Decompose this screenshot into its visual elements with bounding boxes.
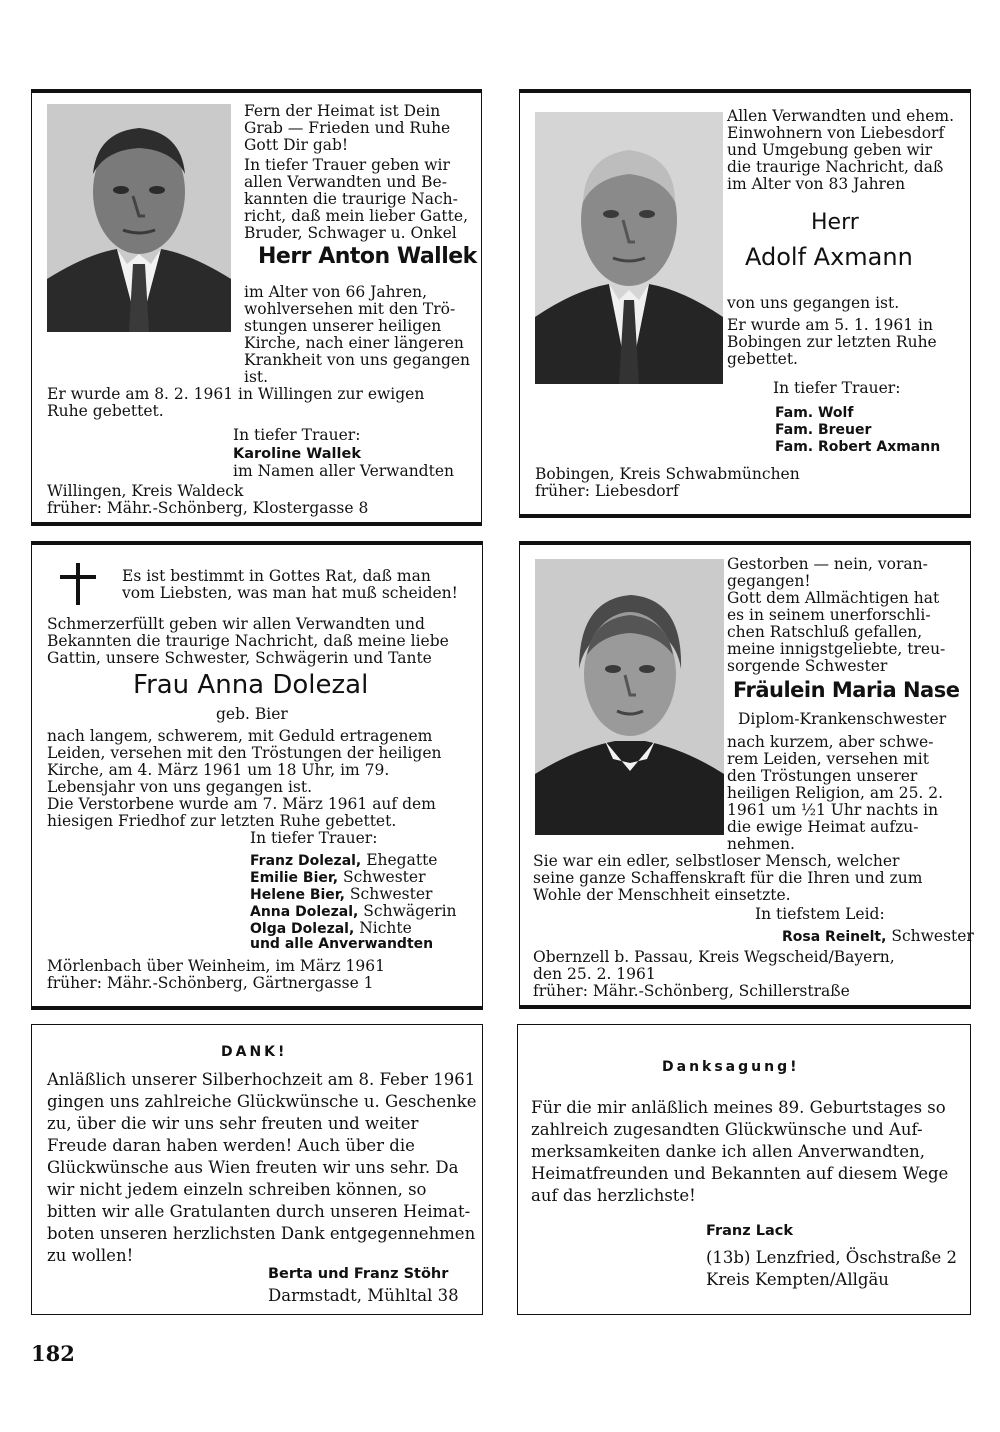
body-line: Krankheit von uns gegangen [244,351,471,369]
mourning-label: In tiefer Trauer: [773,379,901,397]
body-line: rem Leiden, versehen mit [727,750,929,768]
mourner-relation: Schwester [342,868,426,886]
mourner-name: Helene Bier, [250,887,345,903]
mourner-row [250,869,425,887]
mourner-relation: Ehegatte [366,851,438,869]
address-line: früher: Liebesdorf [535,482,679,500]
thanks-line: Für die mir anläßlich meines 89. Geburtstages so [531,1098,946,1117]
mourner-name: Fam. Breuer [775,422,872,438]
mourning-label: In tiefstem Leid: [755,905,885,923]
mourner-name: Fam. Wolf [775,405,854,421]
address-line: früher: Mähr.-Schönberg, Klostergasse 8 [47,499,369,517]
thanks-signature: Franz Lack [706,1223,793,1239]
intro-line: Schmerzerfüllt geben wir allen Verwandten und [47,615,425,633]
body-line: nach kurzem, aber schwe- [727,733,934,751]
body-line: nach langem, schwerem, mit Geduld ertragenem [47,727,433,745]
intro-line: Allen Verwandten und ehem. [727,107,955,125]
mourner-name: Anna Dolezal, [250,904,359,920]
mourner-row [250,886,432,904]
thanks-heading: DANK! [221,1044,288,1060]
body-line: von uns gegangen ist. [727,294,900,312]
deceased-name: Fräulein Maria Nase [733,678,960,702]
body-line: hiesigen Friedhof zur letzten Ruhe gebettet. [47,812,397,830]
intro-line: allen Verwandten und Be- [244,173,447,191]
thanks-line: bitten wir alle Gratulanten durch unseren Heimat- [47,1202,471,1221]
tribute-line: seine ganze Schaffenskraft für die Ihren und zum [533,869,923,887]
intro-line: meine innigstgeliebte, treu- [727,640,946,658]
thanks-line: zu wollen! [47,1246,134,1265]
portrait-photo-wallek [47,104,231,332]
body-line: heiligen Religion, am 25. 2. [727,784,944,802]
address-line: den 25. 2. 1961 [533,965,656,983]
thanks-line: zahlreich zugesandten Glückwünsche und Auf- [531,1120,923,1139]
intro-line: richt, daß mein lieber Gatte, [244,207,468,225]
body-line: im Alter von 66 Jahren, [244,283,428,301]
thanks-line: Heimatfreunden und Bekannten auf diesem Wege [531,1164,949,1183]
mourner-name: Karoline Wallek [233,446,361,462]
thanks-line: gingen uns zahlreiche Glückwünsche u. Geschenke [47,1092,477,1111]
deceased-name: Frau Anna Dolezal [133,670,369,700]
address-line: Mörlenbach über Weinheim, im März 1961 [47,957,385,975]
tribute-line: Wohle der Menschheit einsetzte. [533,886,791,904]
burial-line: Er wurde am 8. 2. 1961 in Willingen zur ewigen [47,385,425,403]
body-line: Leiden, versehen mit den Tröstungen der heiligen [47,744,442,762]
deceased-name: Herr Anton Wallek [258,244,477,269]
body-line: den Tröstungen unserer [727,767,918,785]
intro-line: Gott Dir gab! [244,136,349,154]
body-line: gebettet. [727,350,798,368]
intro-line: und Umgebung geben wir [727,141,933,159]
intro-line: es in seinem unerforschli- [727,606,931,624]
intro-line: Bekannten die traurige Nachricht, daß meine liebe [47,632,449,650]
mourner-row [250,920,412,938]
burial-line: Ruhe gebettet. [47,402,164,420]
mourner-note: im Namen aller Verwandten [233,462,454,480]
intro-line: gegangen! [727,572,811,590]
mourner-relation: Nichte [359,919,412,937]
thanks-line: boten unseren herzlichsten Dank entgegennehmen [47,1224,476,1243]
thanks-line: merksamkeiten danke ich allen Anverwandten, [531,1142,925,1161]
intro-line: In tiefer Trauer geben wir [244,156,450,174]
body-line: Kirche, nach einer längeren [244,334,464,352]
body-line: 1961 um ½1 Uhr nachts in [727,801,939,819]
body-line: die ewige Heimat aufzu- [727,818,919,836]
thanks-line: Glückwünsche aus Wien freuten wir uns sehr. Da [47,1158,459,1177]
body-line: ist. [244,368,269,386]
address-line: Willingen, Kreis Waldeck [47,482,244,500]
body-line: Die Verstorbene wurde am 7. März 1961 auf dem [47,795,436,813]
mourner-relation: Schwester [349,885,433,903]
intro-line: Gattin, unsere Schwester, Schwägerin und Tante [47,649,432,667]
intro-line: sorgende Schwester [727,657,888,675]
mourner-row [250,903,457,921]
profession: Diplom-Krankenschwester [738,710,947,728]
verse-line: vom Liebsten, was man hat muß scheiden! [122,584,458,602]
intro-line: chen Ratschluß gefallen, [727,623,923,641]
mourner-row [250,852,437,870]
body-line: Lebensjahr von uns gegangen ist. [47,778,313,796]
thanks-line: wir nicht jedem einzeln schreiben können, so [47,1180,427,1199]
intro-line: Gestorben — nein, voran- [727,555,928,573]
maiden-name: geb. Bier [216,705,288,723]
honorific: Herr [811,210,859,235]
mourning-label: In tiefer Trauer: [233,426,361,444]
address-line: Obernzell b. Passau, Kreis Wegscheid/Bayern, [533,948,895,966]
portrait-photo-axmann [535,112,723,384]
deceased-name: Adolf Axmann [745,243,913,271]
mourner-relation: Schwester [891,927,974,945]
mourner-name: Rosa Reinelt, [782,929,887,945]
mourner-name: Olga Dolezal, [250,921,355,937]
mourner-name: Emilie Bier, [250,870,339,886]
intro-line: Grab — Frieden und Ruhe [244,119,451,137]
thanks-address: (13b) Lenzfried, Öschstraße 2 [706,1248,958,1267]
thanks-line: zu, über die wir uns sehr freuten und weiter [47,1114,419,1133]
thanks-heading: Danksagung! [662,1059,800,1075]
cross-icon [60,563,96,605]
portrait-photo-nase [535,559,724,835]
body-line: wohlversehen mit den Trö- [244,300,456,318]
thanks-address: Kreis Kempten/Allgäu [706,1270,889,1289]
thanks-line: auf das herzlichste! [531,1186,696,1205]
thanks-line: Anläßlich unserer Silberhochzeit am 8. Feber 1961 [47,1070,476,1089]
address-line: früher: Mähr.-Schönberg, Schillerstraße [533,982,850,1000]
intro-line: im Alter von 83 Jahren [727,175,906,193]
thanks-address: Darmstadt, Mühltal 38 [268,1286,459,1305]
body-line: Bobingen zur letzten Ruhe [727,333,937,351]
page-number: 182 [31,1341,75,1366]
mourning-label: In tiefer Trauer: [250,829,378,847]
body-line: nehmen. [727,835,795,853]
verse-line: Es ist bestimmt in Gottes Rat, daß man [122,567,431,585]
intro-line: Bruder, Schwager u. Onkel [244,224,457,242]
mourner-name: Fam. Robert Axmann [775,439,941,455]
mourner-relation: Schwägerin [363,902,457,920]
thanks-line: Freude daran haben werden! Auch über die [47,1136,415,1155]
body-line: Er wurde am 5. 1. 1961 in [727,316,933,334]
body-line: Kirche, am 4. März 1961 um 18 Uhr, im 79. [47,761,390,779]
intro-line: Gott dem Allmächtigen hat [727,589,940,607]
intro-line: die traurige Nachricht, daß [727,158,944,176]
mourner-row [782,928,974,946]
address-line: früher: Mähr.-Schönberg, Gärtnergasse 1 [47,974,374,992]
thanks-signature: Berta und Franz Stöhr [268,1266,449,1282]
address-line: Bobingen, Kreis Schwabmünchen [535,465,800,483]
intro-line: kannten die traurige Nach- [244,190,458,208]
body-line: stungen unserer heiligen [244,317,442,335]
intro-line: Fern der Heimat ist Dein [244,102,441,120]
mourner-name: Franz Dolezal, [250,853,362,869]
intro-line: Einwohnern von Liebesdorf [727,124,945,142]
mourner-name: und alle Anverwandten [250,936,434,952]
tribute-line: Sie war ein edler, selbstloser Mensch, welcher [533,852,900,870]
